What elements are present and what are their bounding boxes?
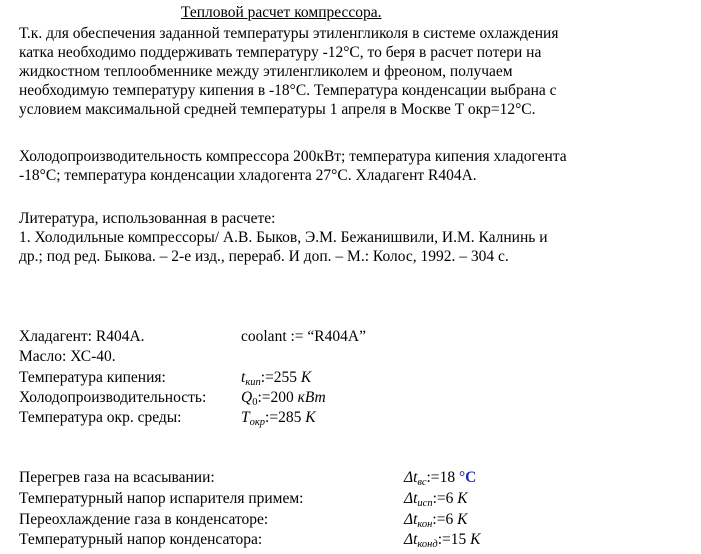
evaporator-delta-unit: K (457, 490, 468, 507)
superheat-expression: $\Delta t_{вс}:=18$ °C (404, 469, 477, 488)
refrigerant-expression: coolant := “R404A” (241, 328, 366, 345)
boiling-temp-label: Температура кипения: (19, 369, 166, 386)
superheat-unit: °C (458, 469, 477, 486)
document-title: Тепловой расчет компрессора. (181, 4, 382, 21)
superheat-label: Перегрев газа на всасывании: (19, 469, 215, 486)
superheat-value: 18 (439, 469, 456, 486)
ambient-sub: окр (249, 417, 266, 428)
condenser-delta-label: Температурный напор конденсатора: (19, 531, 263, 548)
ambient-var: T (241, 409, 250, 426)
evaporator-delta-var: Δt (404, 490, 418, 507)
capacity-sub: 0 (252, 397, 258, 408)
evaporator-delta-expression: $\Delta t_{исп}:=6$ K (404, 490, 468, 509)
condenser-delta-unit: K (470, 531, 481, 548)
subcooling-unit: K (457, 511, 468, 528)
refrigerant-label: Хладагент: R404A. (19, 328, 145, 345)
intro-paragraph (19, 24, 699, 119)
subcooling-value: 6 (445, 511, 454, 528)
subcooling-expression: $\Delta t_{кон}:=6$ K (404, 511, 468, 530)
subcooling-label: Переохлаждение газа в конденсаторе: (19, 511, 269, 528)
literature-item: 1. Холодильные компрессоры/ А.В. Быков, Э.М. Бежанишвили, И.М. Калнинь и (19, 229, 548, 246)
ambient-value: 285 (278, 409, 302, 426)
condenser-delta-value: 15 (450, 531, 467, 548)
boiling-sub: кип (245, 377, 261, 388)
summary-line: Холодопроизводительность компрессора 200кВт; температура кипения хладогента (19, 148, 567, 165)
boiling-temp-expression: $t_{кип}:=255$ K (241, 369, 312, 388)
intro-line: катка необходимо поддерживать температуру -12°C, то беря в расчет потери на (19, 44, 542, 61)
superheat-var: Δt (404, 469, 418, 486)
summary-line: -18°C; температура конденсации хладогента 27°C. Хладагент R404A. (19, 167, 477, 184)
evaporator-delta-label: Температурный напор испарителя примем: (19, 490, 304, 507)
boiling-value: 255 (273, 369, 298, 386)
condenser-delta-var: Δt (404, 531, 418, 548)
subcooling-var: Δt (404, 511, 418, 528)
superheat-sub: вс (417, 477, 427, 488)
evaporator-delta-sub: исп (417, 498, 433, 509)
capacity-expression: $Q_0:=200$ кВт (241, 389, 326, 408)
evaporator-delta-value: 6 (445, 490, 454, 507)
condenser-delta-sub: конд (417, 539, 438, 550)
ambient-unit: K (305, 409, 316, 426)
capacity-unit: кВт (297, 389, 326, 406)
literature-section (19, 209, 699, 266)
literature-heading: Литература, использованная в расчете: (19, 210, 276, 227)
intro-line: условием максимальной средней температуры 1 апреля в Москве T окр=12°C. (19, 101, 536, 118)
condenser-delta-expression: $\Delta t_{конд}:=15$ K (404, 531, 481, 550)
intro-line: необходимую температуру кипения в -18°C. Температура конденсации выбрана с (19, 82, 557, 99)
boiling-var: t (241, 369, 246, 386)
summary-paragraph (19, 147, 699, 185)
oil-label: Масло: ХС-40. (19, 348, 116, 365)
ambient-temp-expression: $T_{окр}:=285$ K (241, 409, 316, 428)
subcooling-sub: кон (417, 519, 433, 530)
capacity-value: 200 (270, 389, 294, 406)
capacity-label: Холодопроизводительность: (19, 389, 207, 406)
boiling-unit: K (300, 369, 312, 386)
literature-item: др.; под ред. Быкова. – 2-е изд., перераб. И доп. – М.: Колос, 1992. – 304 с. (19, 248, 509, 265)
intro-line: Т.к. для обеспечения заданной температуры этиленгликоля в системе охлаждения (19, 25, 559, 42)
intro-line: жидкостном теплообменнике между этиленгликолем и фреоном, получаем (19, 63, 513, 80)
capacity-var: Q (241, 389, 253, 406)
ambient-temp-label: Температура окр. среды: (19, 409, 182, 426)
